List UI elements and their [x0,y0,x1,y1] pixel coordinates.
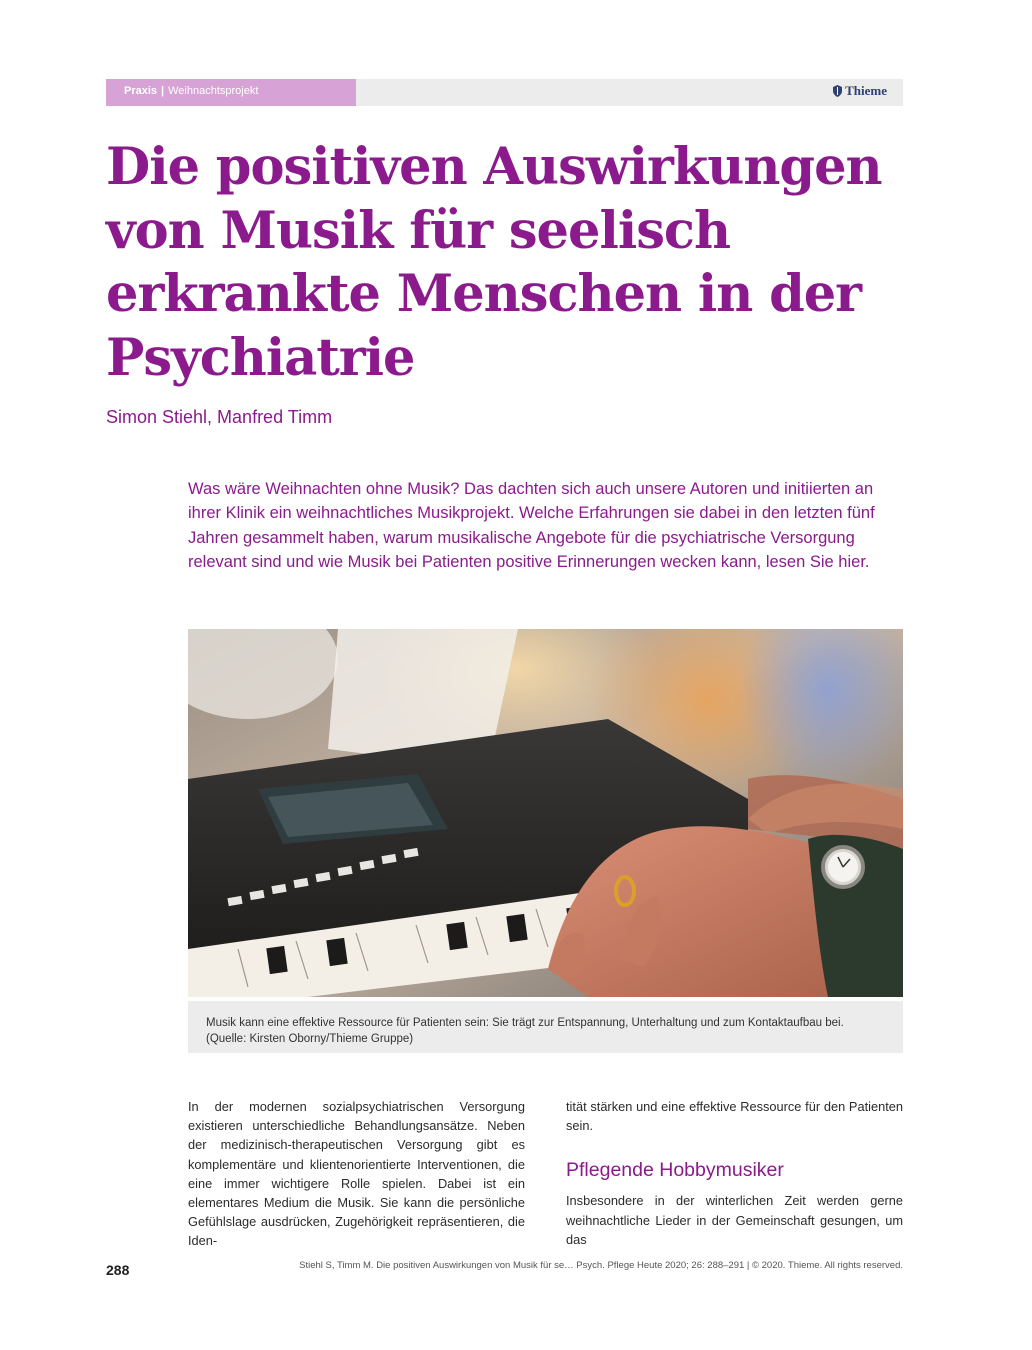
article-title: Die positiven Auswirkungen von Musik für seelisch erkrankte Menschen in der Psychiatrie [106,137,882,388]
body-paragraph: Insbesondere in der winterlichen Zeit werden gerne weihnachtliche Lieder in der Gemeinschaft gesungen, um das [566,1193,903,1247]
section-heading: Pflegende Hobbymusiker [566,1159,784,1182]
body-column-right [566,1097,903,1249]
section-separator: | [161,85,165,97]
footer-citation: Stiehl S, Timm M. Die positiven Auswirkungen von Musik für se… Psych. Pflege Heute 2020; 26: 288–291 | © 2020. Thieme. All rights reserved. [299,1260,903,1271]
page-number: 288 [106,1262,130,1278]
subsection-label: Weihnachtsprojekt [168,85,259,97]
running-header [106,79,903,106]
publisher-logo [833,83,887,99]
body-paragraph: tität stärken und eine effektive Ressource für den Patienten sein. [566,1099,903,1134]
thieme-emblem-icon [833,85,842,97]
article-authors: Simon Stiehl, Manfred Timm [106,407,333,427]
caption-text: Musik kann eine effektive Ressource für Patienten sein: Sie trägt zur Entspannung, Unterhaltung und zum Kontaktaufbau bei. [206,1017,844,1029]
article-abstract: Was wäre Weihnachten ohne Musik? Das dachten sich auch unsere Autoren und initiierten an ihrer Klinik ein weihnachtliches Musikprojekt. Welche Erfahrungen sie dabei in den letzten fünf Jahren gesammelt haben, warum musikalische Angebote für die psychiatrische Versorgung relevant sind und wie Musik bei Patienten positive Erinnerungen wecken kann, lesen Sie hier. [188,480,875,572]
section-label: Praxis [124,85,158,97]
publisher-name: Thieme [845,83,887,98]
article-photo [188,629,903,997]
body-paragraph: In der modernen sozialpsychiatrischen Versorgung existieren unterschiedliche Behandlungsansätze. Neben der medizinisch-therapeutischen Versorgung gibt es komplementäre und klientenorientierte Interventionen, die eine immer wichtigere Rolle spielen. Dabei ist ein elementares Medium die Musik. Sie kann die persönliche Gefühlslage ausdrücken, Zugehörigkeit repräsentieren, die Iden- [188,1099,525,1249]
figure-caption [188,1001,903,1053]
caption-source: (Quelle: Kirsten Oborny/Thieme Gruppe) [206,1033,414,1045]
section-tab [106,79,356,106]
body-column-left [188,1097,525,1251]
keyboard-hands-photo [188,629,903,997]
